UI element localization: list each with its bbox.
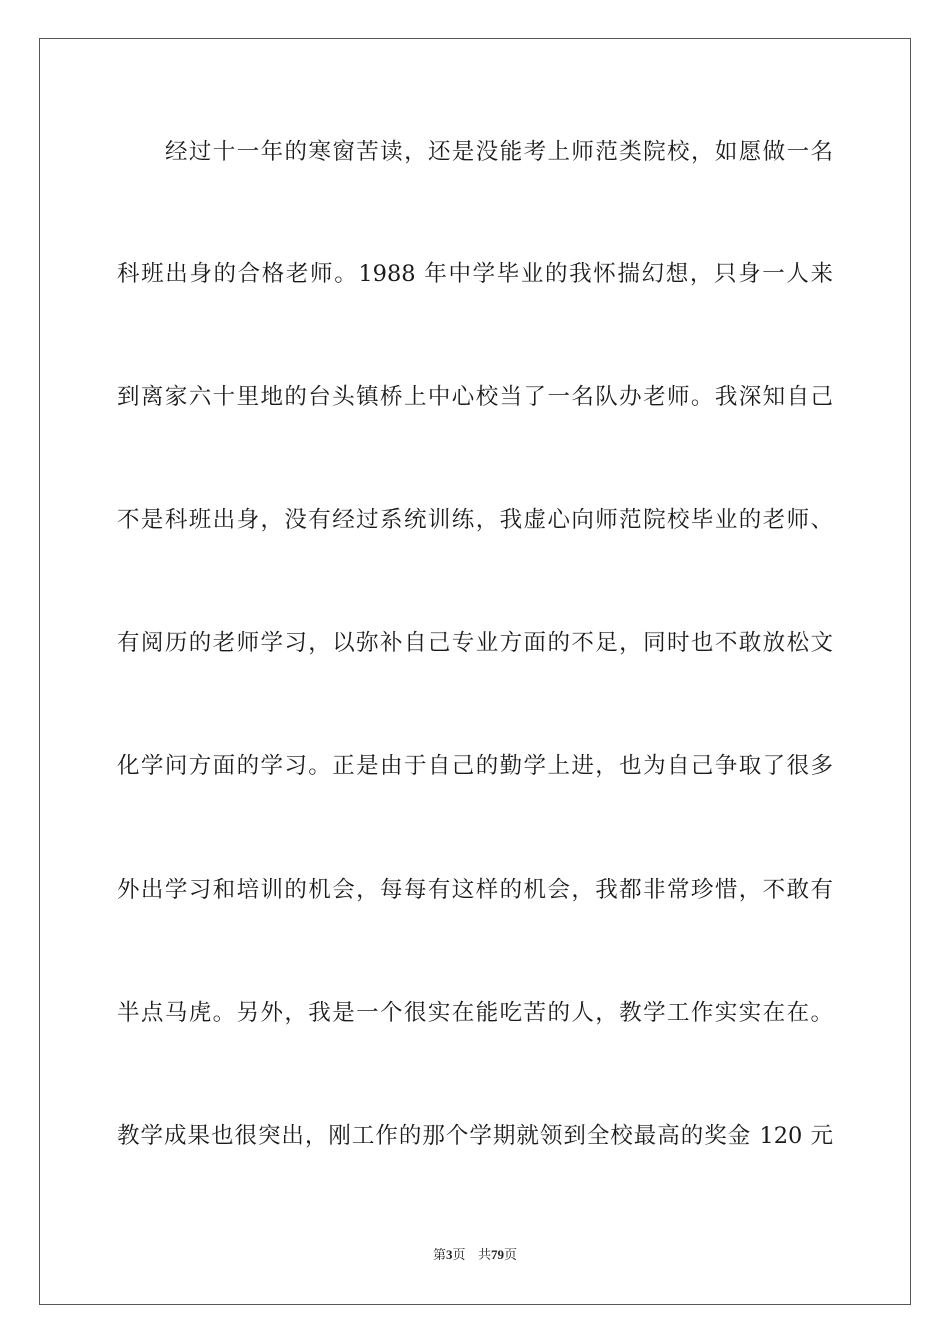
page-prefix: 第 xyxy=(433,1248,447,1263)
text-line-1: 经过十一年的寒窗苦读，还是没能考上师范类院校，如愿做一名 xyxy=(165,139,833,165)
text-line-6: 化学问方面的学习。正是由于自己的勤学上进，也为自己争取了很多 xyxy=(117,753,833,779)
text-line-3: 到离家六十里地的台头镇桥上中心校当了一名队办老师。我深知自己 xyxy=(117,384,833,410)
page-suffix: 页 xyxy=(452,1248,466,1263)
total-pages: 79 xyxy=(490,1247,504,1262)
page-border xyxy=(39,38,911,1305)
text-line-7: 外出学习和培训的机会，每每有这样的机会，我都非常珍惜，不敢有 xyxy=(117,877,833,903)
text-line-2: 科班出身的合格老师。1988 年中学毕业的我怀揣幻想，只身一人来 xyxy=(117,261,833,287)
text-line-9: 教学成果也很突出，刚工作的那个学期就领到全校最高的奖金 120 元 xyxy=(117,1123,833,1149)
page-number: 3 xyxy=(446,1247,453,1262)
text-line-8: 半点马虎。另外，我是一个很实在能吃苦的人，教学工作实实在在。 xyxy=(117,1000,833,1026)
text-line-4: 不是科班出身，没有经过系统训练，我虚心向师范院校毕业的老师、 xyxy=(117,507,833,533)
total-suffix: 页 xyxy=(503,1248,517,1263)
page-footer xyxy=(0,1246,950,1265)
total-prefix: 共 xyxy=(477,1248,491,1263)
text-line-5: 有阅历的老师学习，以弥补自己专业方面的不足，同时也不敢放松文 xyxy=(117,630,833,656)
